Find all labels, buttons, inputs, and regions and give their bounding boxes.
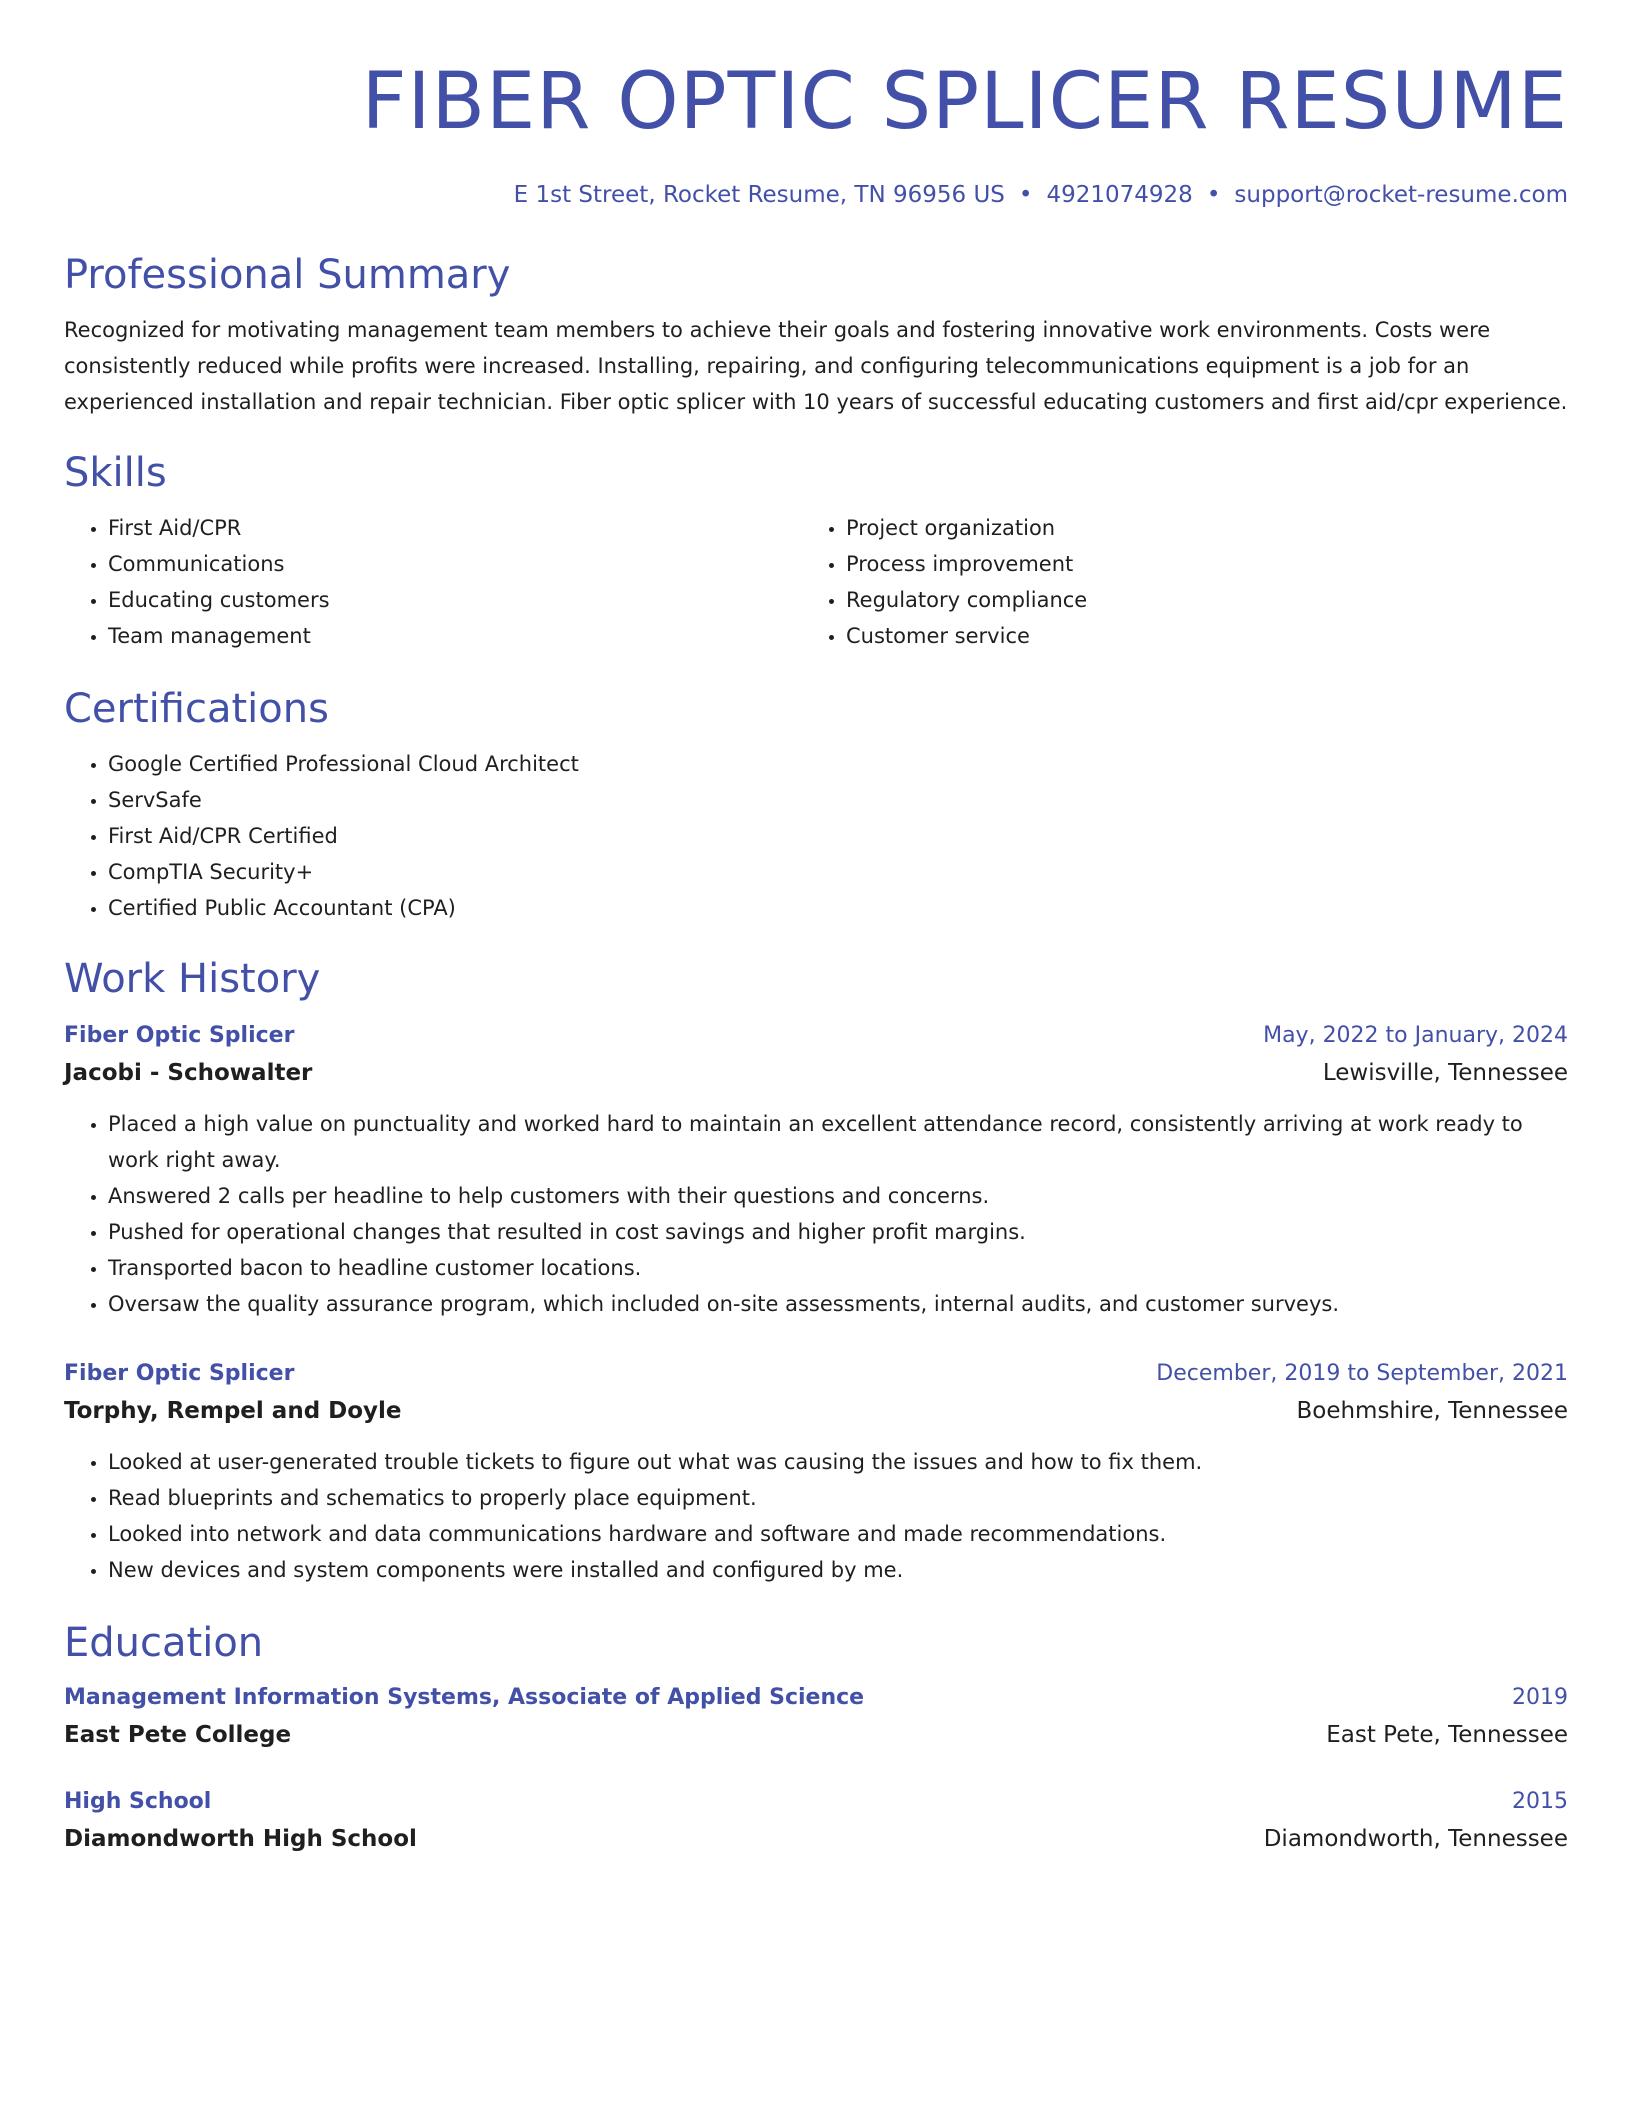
skill-item: • Educating customers: [108, 582, 802, 618]
education-header: [64, 1784, 1568, 1820]
skills-list-right: [802, 510, 1540, 654]
skills-heading: Skills: [64, 450, 167, 496]
resume-title: FIBER OPTIC SPLICER RESUME: [361, 57, 1568, 147]
education-entry: [64, 1680, 1568, 1754]
job-duty: • Transported bacon to headline customer locations.: [108, 1250, 1568, 1286]
summary-text: Recognized for motivating management team members to achieve their goals and fostering innovative work environments. Costs were consistently reduced while profits were increased. Installing, repairing, and configuring telecommunications equipment is a job for an experienced installation and repair technician. Fiber optic splicer with 10 years of successful educating customers and first aid/cpr experience.: [64, 318, 1568, 414]
education-location: Diamondworth, Tennessee: [1263, 1826, 1568, 1852]
skills-column-right: [802, 510, 1540, 654]
contact-separator: •: [1018, 182, 1033, 208]
job-dates: May, 2022 to January, 2024: [1263, 1023, 1568, 1048]
job-company: Torphy, Rempel and Doyle: [64, 1398, 402, 1424]
job-role: Fiber Optic Splicer: [64, 1361, 295, 1386]
job-entry: [64, 1018, 1568, 1322]
skill-item: • Process improvement: [846, 546, 1540, 582]
job-role: Fiber Optic Splicer: [64, 1023, 295, 1048]
education-year: 2015: [1512, 1789, 1568, 1814]
education-header: [64, 1680, 1568, 1716]
education-degree: High School: [64, 1789, 212, 1814]
education-heading: Education: [64, 1620, 264, 1666]
skills-list-left: [64, 510, 802, 654]
job-duty: • Oversaw the quality assurance program, which included on-site assessments, internal audits, and customer surveys.: [108, 1286, 1568, 1322]
job-location: Boehmshire, Tennessee: [1296, 1398, 1568, 1424]
summary-heading: Professional Summary: [64, 252, 511, 298]
contact-line: [64, 180, 1568, 210]
job-duty: • Placed a high value on punctuality and worked hard to maintain an excellent attendance record, consistently arriving at work ready to work right away.: [108, 1106, 1568, 1178]
certification-item: • ServSafe: [108, 782, 1568, 818]
job-duty: • New devices and system components were installed and configured by me.: [108, 1552, 1568, 1588]
work-history-heading: Work History: [64, 956, 321, 1002]
job-subheader: [64, 1392, 1568, 1430]
job-dates: December, 2019 to September, 2021: [1156, 1361, 1568, 1386]
certification-item: • Certified Public Accountant (CPA): [108, 890, 1568, 926]
contact-separator: •: [1206, 182, 1221, 208]
job-location: Lewisville, Tennessee: [1322, 1060, 1568, 1086]
skill-item: • Customer service: [846, 618, 1540, 654]
education-year: 2019: [1512, 1685, 1568, 1710]
job-duties: [64, 1444, 1568, 1588]
phone: 4921074928: [1046, 182, 1193, 208]
education-subheader: [64, 1820, 1568, 1858]
skill-item: • Communications: [108, 546, 802, 582]
skill-item: • Project organization: [846, 510, 1540, 546]
education-school: Diamondworth High School: [64, 1826, 417, 1852]
education-degree: Management Information Systems, Associate of Applied Science: [64, 1685, 865, 1710]
job-duty: • Pushed for operational changes that resulted in cost savings and higher profit margins.: [108, 1214, 1568, 1250]
certification-item: • CompTIA Security+: [108, 854, 1568, 890]
job-company: Jacobi - Schowalter: [64, 1060, 313, 1086]
education-subheader: [64, 1716, 1568, 1754]
job-duty: • Looked at user-generated trouble tickets to figure out what was causing the issues and how to fix them.: [108, 1444, 1568, 1480]
job-entry: [64, 1356, 1568, 1588]
email: support@rocket-resume.com: [1234, 182, 1568, 208]
job-header: [64, 1018, 1568, 1054]
skill-item: • Regulatory compliance: [846, 582, 1540, 618]
job-duties: [64, 1106, 1568, 1322]
education-school: East Pete College: [64, 1722, 292, 1748]
certification-item: • Google Certified Professional Cloud Architect: [108, 746, 1568, 782]
job-duty: • Read blueprints and schematics to properly place equipment.: [108, 1480, 1568, 1516]
job-duty: • Looked into network and data communications hardware and software and made recommendations.: [108, 1516, 1568, 1552]
job-header: [64, 1356, 1568, 1392]
address: E 1st Street, Rocket Resume, TN 96956 US: [513, 182, 1005, 208]
certifications-list: [64, 746, 1568, 926]
job-subheader: [64, 1054, 1568, 1092]
certification-item: • First Aid/CPR Certified: [108, 818, 1568, 854]
skills-grid: [64, 510, 1568, 654]
skill-item: • Team management: [108, 618, 802, 654]
job-duty: • Answered 2 calls per headline to help customers with their questions and concerns.: [108, 1178, 1568, 1214]
education-location: East Pete, Tennessee: [1326, 1722, 1568, 1748]
certifications-heading: Certifications: [64, 686, 329, 732]
skills-column-left: [64, 510, 802, 654]
education-entry: [64, 1784, 1568, 1858]
skill-item: • First Aid/CPR: [108, 510, 802, 546]
